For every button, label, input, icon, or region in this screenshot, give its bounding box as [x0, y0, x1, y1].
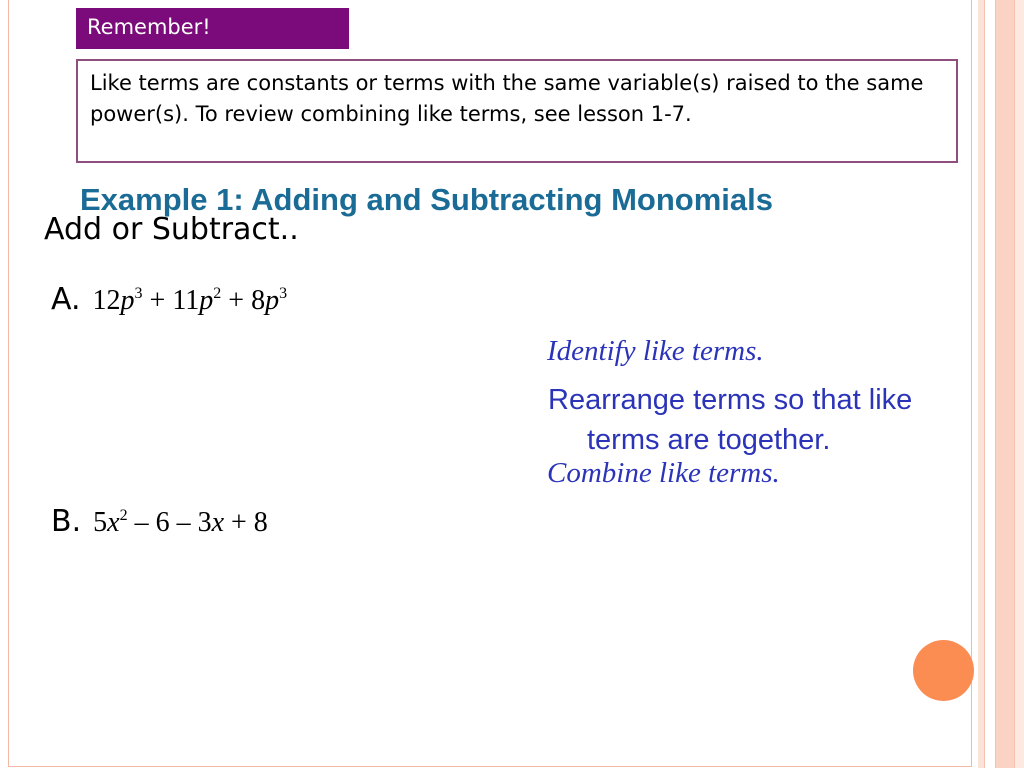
- decorative-stripes: [978, 0, 1024, 768]
- exponent: 2: [213, 285, 222, 302]
- problem-b-label: B.: [51, 504, 82, 539]
- variable: x: [211, 507, 224, 538]
- term: 6: [155, 507, 170, 538]
- instruction-text: Add or Subtract..: [44, 212, 299, 247]
- problem-b: [51, 504, 268, 539]
- step-identify: Identify like terms.: [547, 335, 764, 367]
- term: 8: [253, 507, 268, 538]
- term: $8p^3$: [251, 285, 288, 316]
- term: $11p^2$: [172, 285, 222, 316]
- term: $5x^2$: [93, 507, 128, 538]
- problem-a: [51, 282, 287, 317]
- exponent: 2: [119, 507, 128, 524]
- stripe: [996, 0, 1014, 768]
- operator: +: [224, 507, 254, 538]
- variable: x: [107, 507, 120, 538]
- decorative-circle: [913, 640, 974, 701]
- problem-a-expression: [93, 285, 288, 316]
- step-rearrange: [548, 380, 912, 460]
- operator: –: [127, 507, 156, 538]
- exponent: 3: [134, 285, 143, 302]
- step-rearrange-line1: Rearrange terms so that like: [548, 384, 913, 416]
- term: 3x: [197, 507, 224, 538]
- problem-b-expression: [93, 507, 268, 538]
- operator: +: [221, 285, 252, 316]
- step-rearrange-line2: terms are together.: [587, 424, 831, 456]
- stripe: [1014, 0, 1024, 768]
- step-combine: Combine like terms.: [547, 457, 780, 489]
- variable: p: [265, 285, 280, 316]
- variable: p: [120, 285, 135, 316]
- remember-note: Like terms are constants or terms with the same variable(s) raised to the same power(s). To review combining like terms, see lesson 1-7.: [76, 59, 958, 163]
- operator: +: [142, 285, 173, 316]
- remember-banner: Remember!: [76, 8, 349, 49]
- problem-a-label: A.: [51, 282, 81, 317]
- operator: –: [169, 507, 198, 538]
- variable: p: [199, 285, 214, 316]
- term: $12p^3$: [92, 285, 143, 316]
- exponent: 3: [279, 285, 288, 302]
- example-title: Example 1: Adding and Subtracting Monomials: [80, 182, 773, 217]
- stripe: [984, 0, 996, 768]
